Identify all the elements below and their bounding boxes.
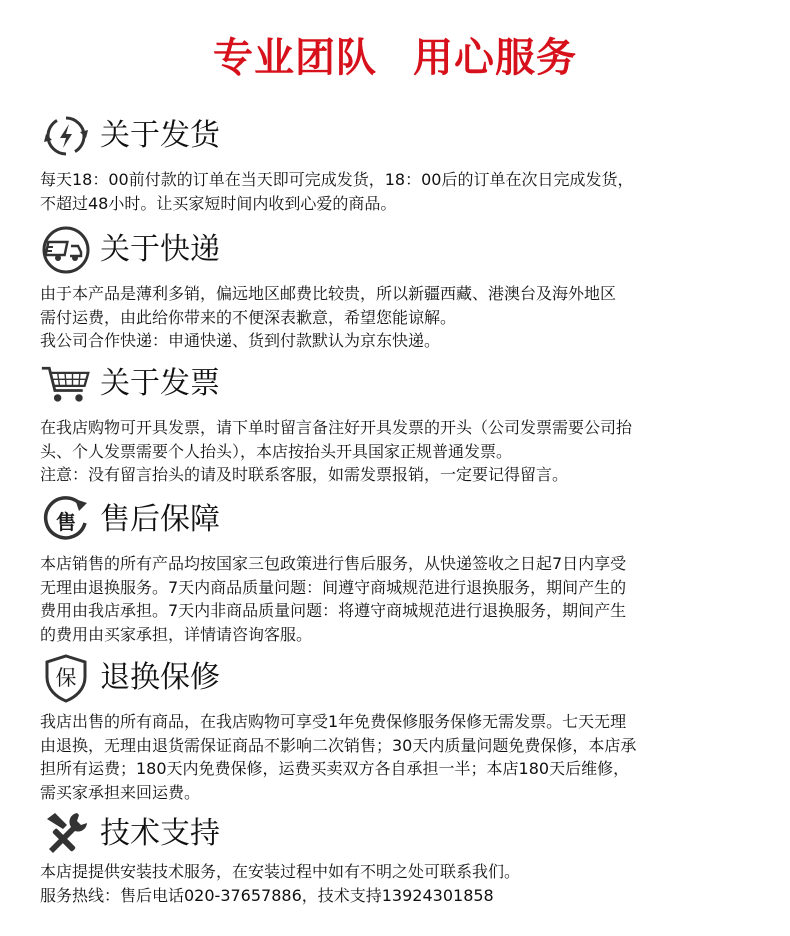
after-sale-icon [40, 494, 92, 546]
section-body [40, 552, 760, 646]
warranty-shield-icon [40, 652, 92, 704]
icon-char: 保 [55, 666, 77, 690]
body-line: 服务热线：售后电话020-37657886，技术支持13924301858 [40, 885, 494, 905]
title-left: 专业团队 [213, 35, 377, 81]
body-line: 的费用由买家承担，详情请咨询客服。 [40, 624, 313, 644]
section-body [40, 416, 760, 487]
icon-char: 售 [56, 509, 76, 534]
body-line: 头、个人发票需要个人抬头），本店按抬头开具国家正规普通发票。 [40, 441, 513, 461]
section-heading: 关于发票 [100, 366, 220, 401]
section-body [40, 710, 760, 804]
section-heading: 技术支持 [100, 816, 220, 851]
body-line: 费用由我店承担。7天内非商品质量问题：将遵守商城规范进行退换服务，期间产生 [40, 601, 627, 620]
shopping-cart-icon [40, 358, 92, 410]
body-line: 需买家承担来回运费。 [40, 782, 201, 802]
section-body [40, 168, 760, 215]
section-body [40, 282, 760, 353]
section-warranty [40, 652, 760, 804]
body-line: 注意：没有留言抬头的请及时联系客服，如需发票报销，一定要记得留言。 [40, 465, 569, 484]
body-line: 无理由退换服务。7天内商品质量问题：间遵守商城规范进行退换服务，期间产生的 [40, 577, 627, 597]
body-line: 本店销售的所有产品均按国家三包政策进行售后服务，从快递签收之日起7日内享受 [40, 554, 627, 573]
body-line: 我店出售的所有商品，在我店购物可享受1年免费保修服务保修无需发票。七天无理 [40, 712, 627, 731]
section-after-sale [40, 494, 760, 646]
section-heading: 关于发货 [100, 118, 220, 153]
body-line: 不超过48小时。让买家短时间内收到心爱的商品。 [40, 193, 397, 213]
body-line: 在我店购物可开具发票，请下单时留言备注好开具发票的开头（公司发票需要公司抬 [40, 418, 633, 437]
section-heading: 售后保障 [100, 502, 220, 537]
section-invoice [40, 358, 760, 487]
body-line: 我公司合作快递：申通快递、货到付款默认为京东快递。 [40, 331, 441, 350]
section-courier [40, 224, 760, 353]
body-line: 本店提提供安装技术服务，在安装过程中如有不明之处可联系我们。 [40, 862, 521, 881]
page-title [0, 32, 790, 84]
section-heading: 退换保修 [100, 660, 220, 695]
body-line: 需付运费，由此给你带来的不便深表歉意，希望您能谅解。 [40, 307, 457, 327]
tools-icon [40, 808, 92, 860]
title-right: 用心服务 [413, 35, 577, 81]
delivery-truck-icon [40, 224, 92, 276]
body-line: 由退换，无理由退货需保证商品不影响二次销售；30天内质量问题免费保修，本店承 [40, 735, 637, 755]
section-tech-support [40, 808, 760, 907]
section-body [40, 860, 760, 907]
body-line: 由于本产品是薄利多销，偏远地区邮费比较贵，所以新疆西藏、港澳台及海外地区 [40, 284, 617, 303]
lightning-cycle-icon [40, 110, 92, 162]
section-shipping [40, 110, 760, 215]
body-line: 每天18：00前付款的订单在当天即可完成发货，18：00后的订单在次日完成发货， [40, 170, 634, 189]
section-heading: 关于快递 [100, 232, 220, 267]
body-line: 担所有运费；180天内免费保修，运费买卖双方各自承担一半；本店180天后维修， [40, 759, 630, 778]
